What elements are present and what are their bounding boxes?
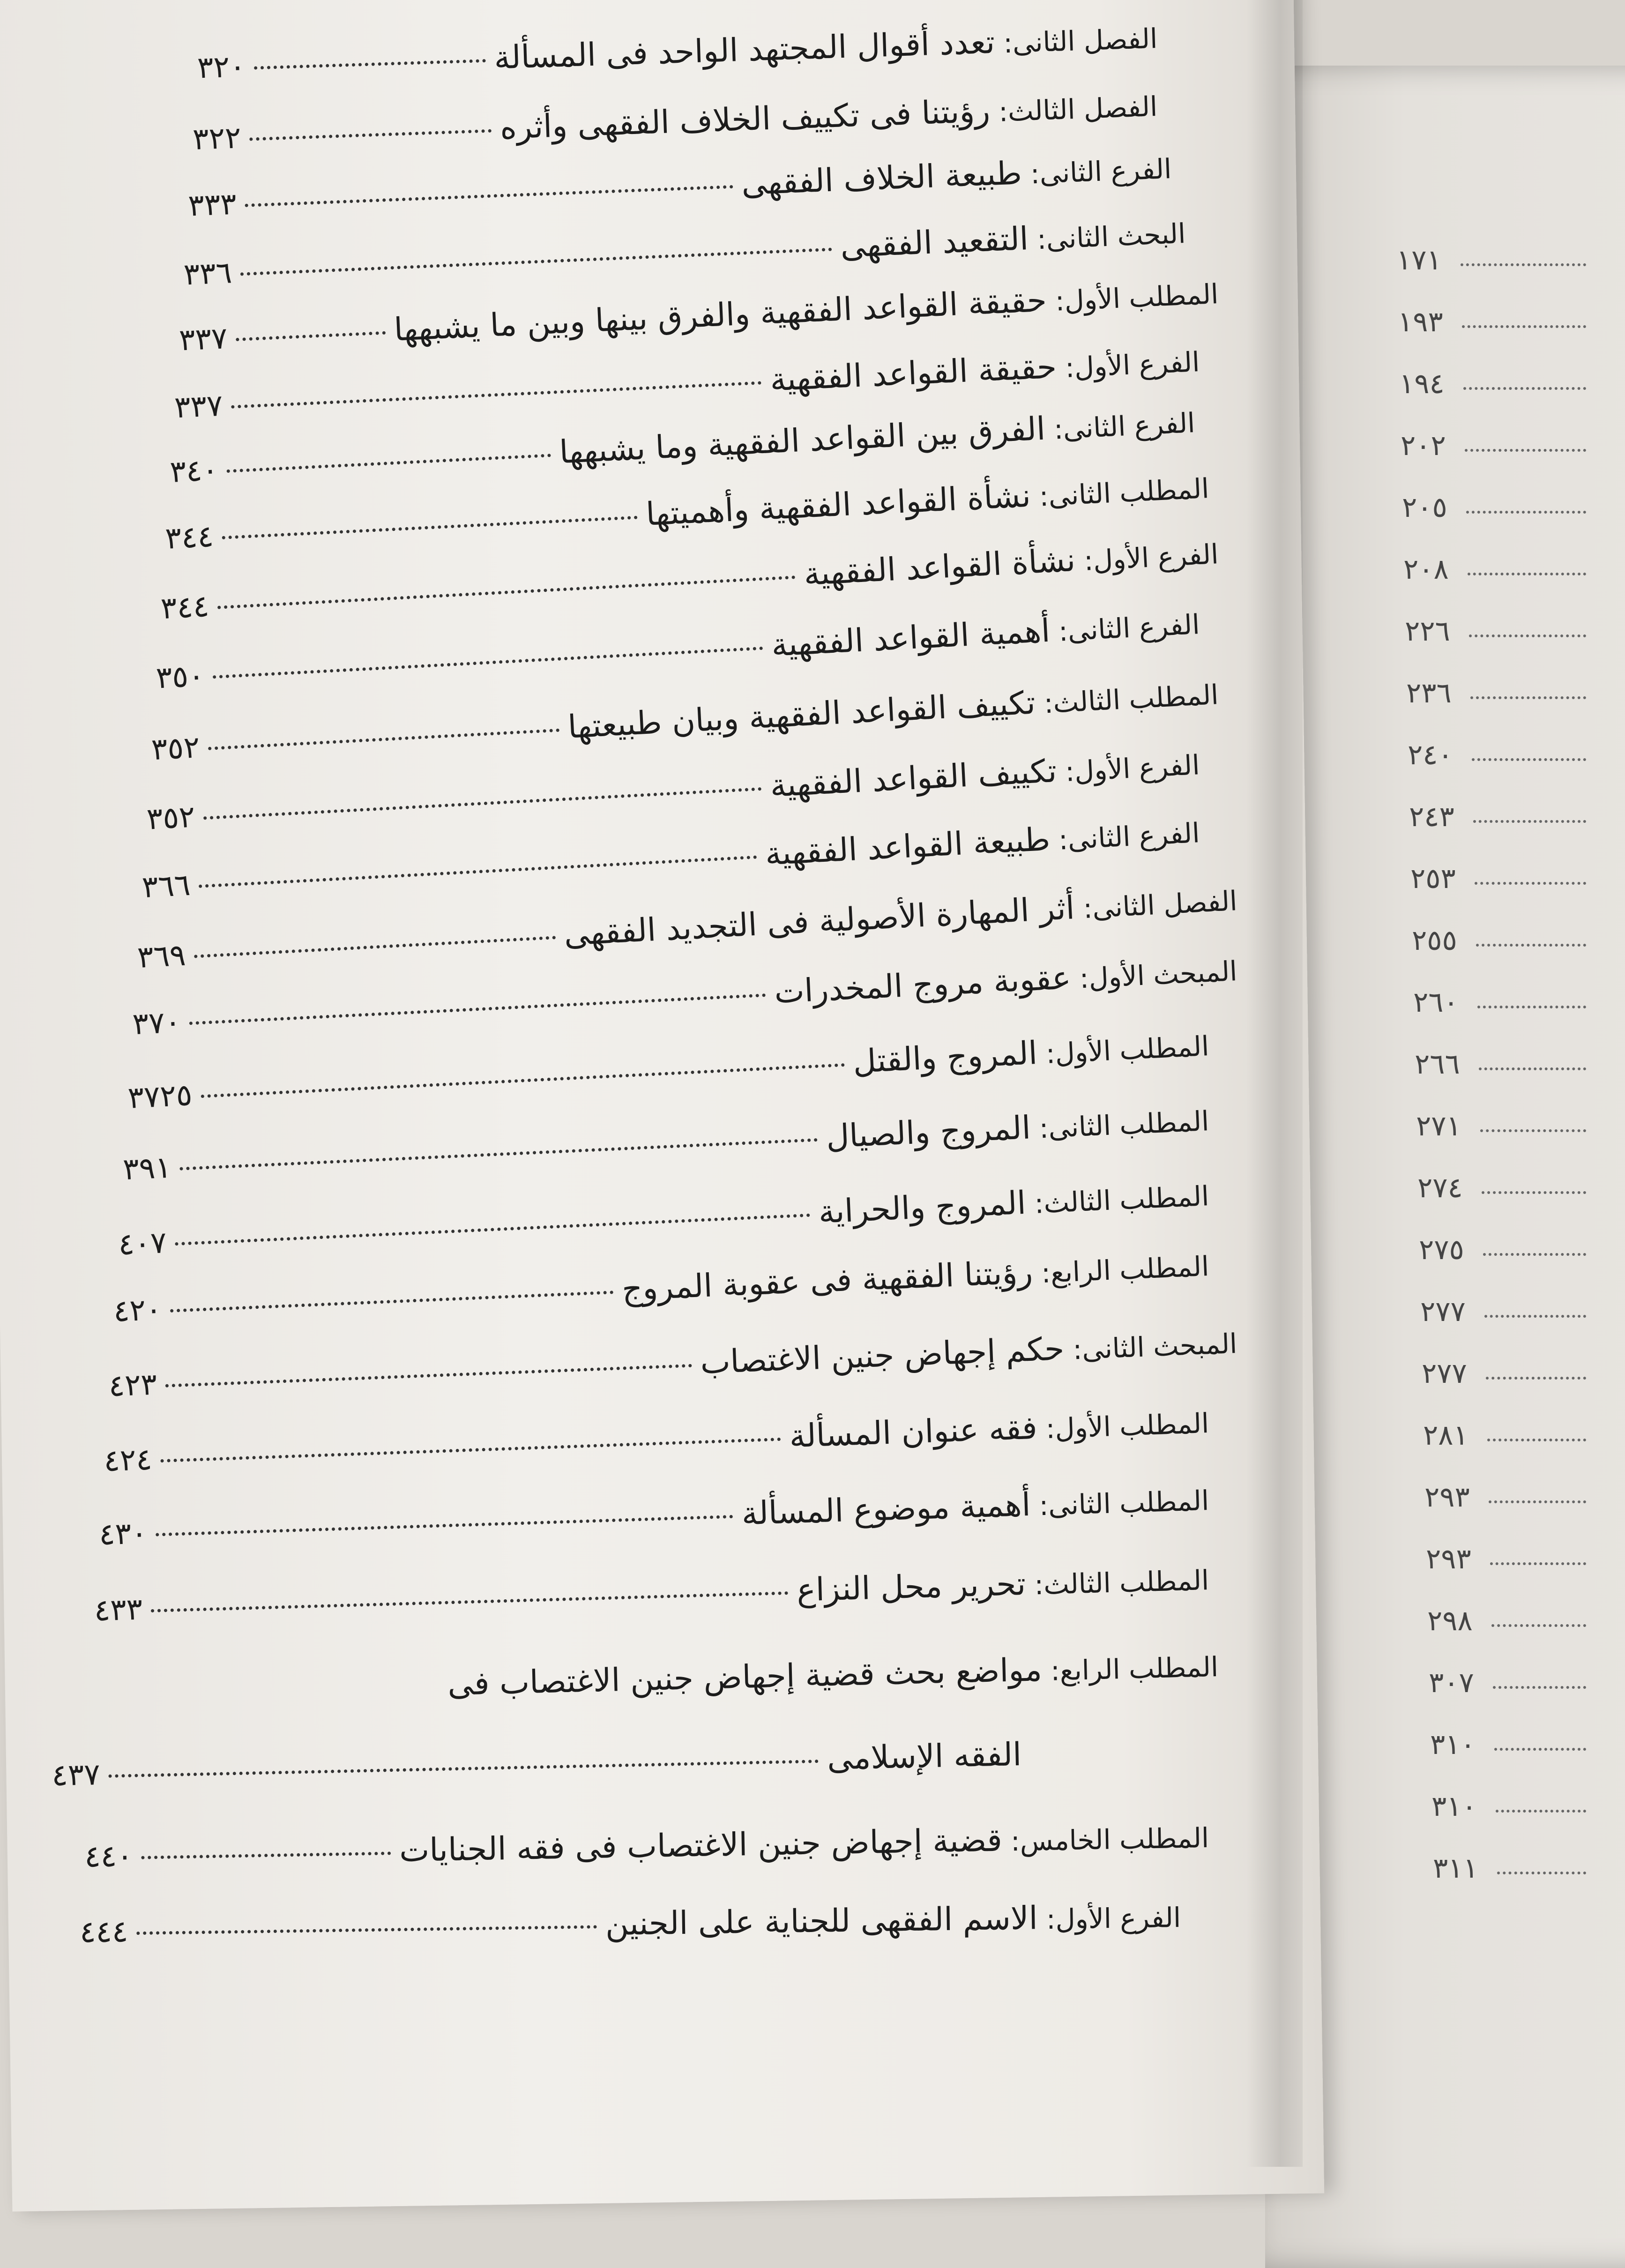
toc-entry-label: المبحث الأول: (1070, 955, 1238, 995)
leader-dots (1490, 1562, 1586, 1565)
leader-dots (109, 1760, 819, 1778)
toc-entry-text: حكم إجهاض جنين الاغتصاب (700, 1330, 1065, 1381)
right-page-number: ٣١٠ (1431, 1790, 1477, 1823)
right-page-entry (1403, 553, 1586, 586)
toc-entry-label: الفرع الأول: (1037, 1902, 1181, 1936)
toc-page-number: ٣٢٢ (192, 120, 242, 157)
right-page-number: ١٩٤ (1399, 367, 1445, 400)
toc-page-number: ٣٢٠ (196, 49, 246, 86)
leader-dots (1465, 449, 1586, 452)
leader-dots (170, 1291, 614, 1313)
toc-entry-text: التقعيد الفقهى (839, 220, 1029, 265)
toc-entry-label: المطلب الثالث: (1025, 1564, 1210, 1601)
toc-page-number: ٤٣٠ (98, 1516, 148, 1552)
toc-entry-label: الفصل الثانى: (994, 22, 1158, 60)
toc-entry-text: الاسم الفقهى للجناية على الجنين (605, 1900, 1038, 1943)
right-page-entry (1429, 1666, 1586, 1699)
right-page-number: ٣١١ (1433, 1852, 1478, 1885)
leader-dots (1497, 1872, 1586, 1874)
toc-page-number: ٤٢٠ (112, 1292, 163, 1329)
toc-entry-text: مواضع بحث قضية إجهاض جنين الاغتصاب فى (447, 1651, 1043, 1703)
book-gutter-shadow (1246, 0, 1303, 2167)
toc-entry-text: المروج والقتل (852, 1034, 1038, 1081)
toc-entry-text: طبيعة القواعد الفقهية (764, 821, 1051, 873)
leader-dots (227, 454, 552, 473)
toc-entry-label: البحث الثانى: (1028, 217, 1186, 256)
toc-entry-label: المطلب الرابع: (1032, 1250, 1210, 1290)
leader-dots (254, 59, 486, 70)
right-page-number: ٢٦٦ (1415, 1048, 1460, 1081)
toc-entry-text: طبيعة الخلاف الفقهى (740, 155, 1023, 203)
right-page-entry (1423, 1419, 1586, 1452)
leader-dots (1487, 1439, 1586, 1441)
toc-entry-text: أهمية موضوع المسألة (741, 1486, 1031, 1533)
toc-page-number: ٤٤٤ (79, 1914, 128, 1950)
leader-dots (1466, 511, 1586, 514)
toc-entry-text: تكييف القواعد الفقهية وبيان طبيعتها (567, 684, 1036, 746)
leader-dots (1489, 1500, 1586, 1503)
toc-entry-label: المطلب الثانى: (1029, 472, 1210, 513)
toc-page-number: ٤٢٣ (108, 1367, 158, 1404)
right-page-number: ٢٠٥ (1402, 491, 1447, 524)
right-page-number: ٢٤٣ (1409, 800, 1454, 833)
toc-entry-text: تكييف القواعد الفقهية (769, 753, 1058, 805)
leader-dots (1482, 1191, 1586, 1194)
toc-entry-label: المطلب الخامس: (1002, 1822, 1209, 1858)
leader-dots (1469, 634, 1586, 637)
toc-entry-label: المطلب الثانى: (1030, 1485, 1210, 1522)
leader-dots (1468, 573, 1586, 575)
right-page-entry (1409, 800, 1586, 833)
leader-dots (136, 1925, 597, 1935)
right-page-entry (1405, 615, 1586, 648)
toc-entry-text: فقه عنوان المسألة (789, 1409, 1038, 1455)
toc-page-number: ٣٣٣ (187, 187, 238, 224)
toc-page-number: ٣٤٤ (164, 519, 215, 556)
toc-entry-text: تعدد أقوال المجتهد الواحد فى المسألة (493, 23, 996, 77)
right-page-entry (1399, 367, 1586, 400)
right-page-number: ٢٥٣ (1410, 862, 1456, 895)
right-page-entry (1406, 677, 1586, 709)
toc-page-number: ٣٣٧ (173, 388, 224, 425)
toc-entry-text: تحرير محل النزاع (796, 1565, 1027, 1609)
right-page-number: ٢٣٦ (1406, 677, 1452, 709)
leader-dots (1479, 1067, 1586, 1070)
toc-page-number: ٣٥٢ (146, 799, 196, 837)
leader-dots (208, 729, 559, 750)
toc-entry-label: المطلب الأول: (1046, 278, 1219, 318)
toc-entry-text: المروج والصيال (825, 1109, 1032, 1156)
toc-entry-text: الفرق بين القواعد الفقهية وما يشبهها (558, 410, 1046, 471)
toc-page-number: ٣٥٢ (150, 730, 201, 768)
right-page-entry (1412, 924, 1586, 957)
toc-entry-label: المطلب الثالث: (1034, 679, 1219, 720)
leader-dots (1486, 1377, 1586, 1380)
leader-dots (1463, 387, 1586, 390)
leader-dots (236, 331, 386, 342)
leader-dots (1461, 263, 1586, 266)
toc-entry-label: المطلب الثانى: (1030, 1105, 1210, 1145)
leader-dots (1470, 696, 1586, 699)
toc-entry-label: الفصل الثانى: (1073, 885, 1238, 925)
toc-entry-label: المبحث الثانى: (1063, 1328, 1238, 1366)
toc-entry-text: حقيقة القواعد الفقهية (769, 348, 1058, 399)
leader-dots (1484, 1315, 1586, 1318)
right-page-number: ٢٧١ (1416, 1110, 1461, 1142)
toc-page-number: ٣٦٦ (141, 867, 192, 905)
toc-entry-label: الفرع الثانى: (1049, 608, 1200, 648)
toc-page-number: ٤٣٣ (93, 1592, 143, 1628)
right-page-entry (1433, 1852, 1586, 1885)
toc-entry-label: المطلب الأول: (1036, 1407, 1210, 1445)
leader-dots (1480, 1129, 1586, 1132)
right-page-entry (1410, 862, 1586, 895)
right-page-entry (1402, 491, 1586, 524)
leader-dots (1462, 325, 1586, 328)
right-page-number: ٢٢٦ (1405, 615, 1450, 648)
right-page-number: ٢٩٣ (1426, 1543, 1471, 1575)
toc-entry-text: عقوبة مروج المخدرات (773, 959, 1072, 1011)
toc-entry-label: الفرع الثانى: (1021, 153, 1172, 191)
right-page-number: ٢٧٧ (1420, 1295, 1466, 1328)
toc-page-number: ٤٢٤ (103, 1442, 153, 1479)
toc-page-number: ٣٦٩ (136, 938, 187, 975)
toc-page-number: ٣٤٠ (169, 452, 219, 490)
toc-page-number: ٣٧٠ (132, 1005, 182, 1042)
toc-continuation-text: الفقه الإسلامى (827, 1736, 1022, 1777)
leader-dots (151, 1591, 789, 1612)
leader-dots (1472, 758, 1586, 761)
toc-entry-label: المطلب الثالث: (1025, 1180, 1210, 1220)
toc-page-number: ٣٩١ (122, 1150, 172, 1187)
leader-dots (1477, 1006, 1586, 1008)
right-page-entry (1430, 1728, 1586, 1761)
right-page-number: ٢٠٢ (1401, 429, 1446, 462)
right-page-number: ٣٠٧ (1429, 1666, 1474, 1699)
right-page-number: ٢٩٨ (1427, 1604, 1473, 1637)
right-page-number: ٢٧٤ (1417, 1171, 1463, 1204)
toc-entry-label: الفرع الثانى: (1044, 407, 1196, 446)
toc-page-number: ٣٤٤ (160, 589, 210, 627)
toc-entry-text: قضية إجهاض جنين الاغتصاب فى فقه الجنايات (399, 1821, 1003, 1870)
right-page-entry (1398, 306, 1586, 338)
right-page-entry (1413, 986, 1586, 1019)
toc-page-number: ٤٣٧ (51, 1757, 101, 1793)
toc-page-number: ٣٥٠ (155, 658, 206, 696)
right-page-entry (1401, 429, 1586, 462)
right-page-number: ٢٠٨ (1403, 553, 1449, 586)
toc-entry-label: الفرع الأول: (1074, 538, 1219, 577)
right-page-entry (1422, 1357, 1586, 1390)
leader-dots (1496, 1810, 1586, 1813)
right-page-entry (1426, 1543, 1586, 1575)
right-page-number: ٢٦٠ (1413, 986, 1459, 1019)
toc-entry-label: الفرع الأول: (1056, 749, 1200, 788)
toc-entry-label: الفرع الأول: (1056, 346, 1200, 384)
leader-dots (165, 1364, 692, 1388)
toc-entry-label: الفصل الثالث: (989, 90, 1158, 128)
toc-entry-text: رؤيتنا فى تكييف الخلاف الفقهى وأثره (499, 92, 991, 147)
toc-entry-text: المروج والحراية (818, 1184, 1027, 1231)
leader-dots (1494, 1748, 1586, 1751)
toc-entry-text: حقيقة القواعد الفقهية والفرق بينها وبين ما يشبهها (393, 282, 1048, 349)
right-page-entry (1427, 1604, 1586, 1637)
right-page-number: ١٧١ (1396, 244, 1442, 276)
leader-dots (1493, 1686, 1586, 1689)
toc-entry-label: الفرع الثانى: (1049, 817, 1200, 857)
toc-entry-text: نشأة القواعد الفقهية وأهميتها (645, 477, 1032, 533)
toc-page-number: ٤٠٧ (117, 1225, 168, 1262)
toc-entry-label: المطلب الرابع: (1041, 1651, 1219, 1687)
toc-entry-label: المطلب الأول: (1036, 1030, 1210, 1070)
toc-entry-text: أهمية القواعد الفقهية (770, 612, 1051, 664)
toc-page-number: ٣٧٢٥ (127, 1078, 193, 1116)
leader-dots (245, 185, 733, 207)
right-page-entry (1424, 1481, 1586, 1514)
right-page-entry (1431, 1790, 1586, 1823)
toc-page-number: ٣٣٧ (178, 321, 229, 358)
right-page-number: ٢٧٥ (1419, 1233, 1464, 1266)
right-page-number: ٢٨١ (1423, 1419, 1468, 1452)
toc-entry-text: رؤيتنا الفقهية فى عقوبة المروج (621, 1253, 1034, 1308)
right-page-number: ٣١٠ (1430, 1728, 1476, 1761)
right-page-entry (1396, 244, 1586, 276)
right-page-entry (1416, 1110, 1586, 1142)
right-page-number: ٢٩٣ (1424, 1481, 1470, 1514)
toc-entry-text: نشأة القواعد الفقهية (803, 542, 1076, 593)
right-page-entry (1417, 1171, 1586, 1204)
leader-dots (249, 129, 492, 141)
leader-dots (1483, 1253, 1586, 1256)
right-page-entry (1420, 1295, 1586, 1328)
leader-dots (194, 936, 556, 958)
right-page-entry (1419, 1233, 1586, 1266)
leader-dots (1491, 1624, 1586, 1627)
leader-dots (1476, 944, 1586, 947)
right-page-number: ١٩٣ (1398, 306, 1443, 338)
leader-dots (222, 516, 638, 539)
leader-dots (1473, 820, 1586, 823)
right-page-number: ٢٧٧ (1422, 1357, 1467, 1390)
toc-page-number: ٣٣٦ (183, 255, 233, 292)
toc-entry-text: أثر المهارة الأصولية فى التجديد الفقهى (563, 889, 1076, 954)
right-page-entry (1408, 739, 1586, 771)
right-page-number: ٢٥٥ (1412, 924, 1457, 957)
right-page-entry (1415, 1048, 1586, 1081)
toc-page-number: ٤٤٠ (84, 1839, 134, 1874)
right-page-number: ٢٤٠ (1408, 739, 1453, 771)
leader-dots (1475, 882, 1586, 885)
leader-dots (156, 1515, 733, 1537)
leader-dots (141, 1851, 391, 1859)
